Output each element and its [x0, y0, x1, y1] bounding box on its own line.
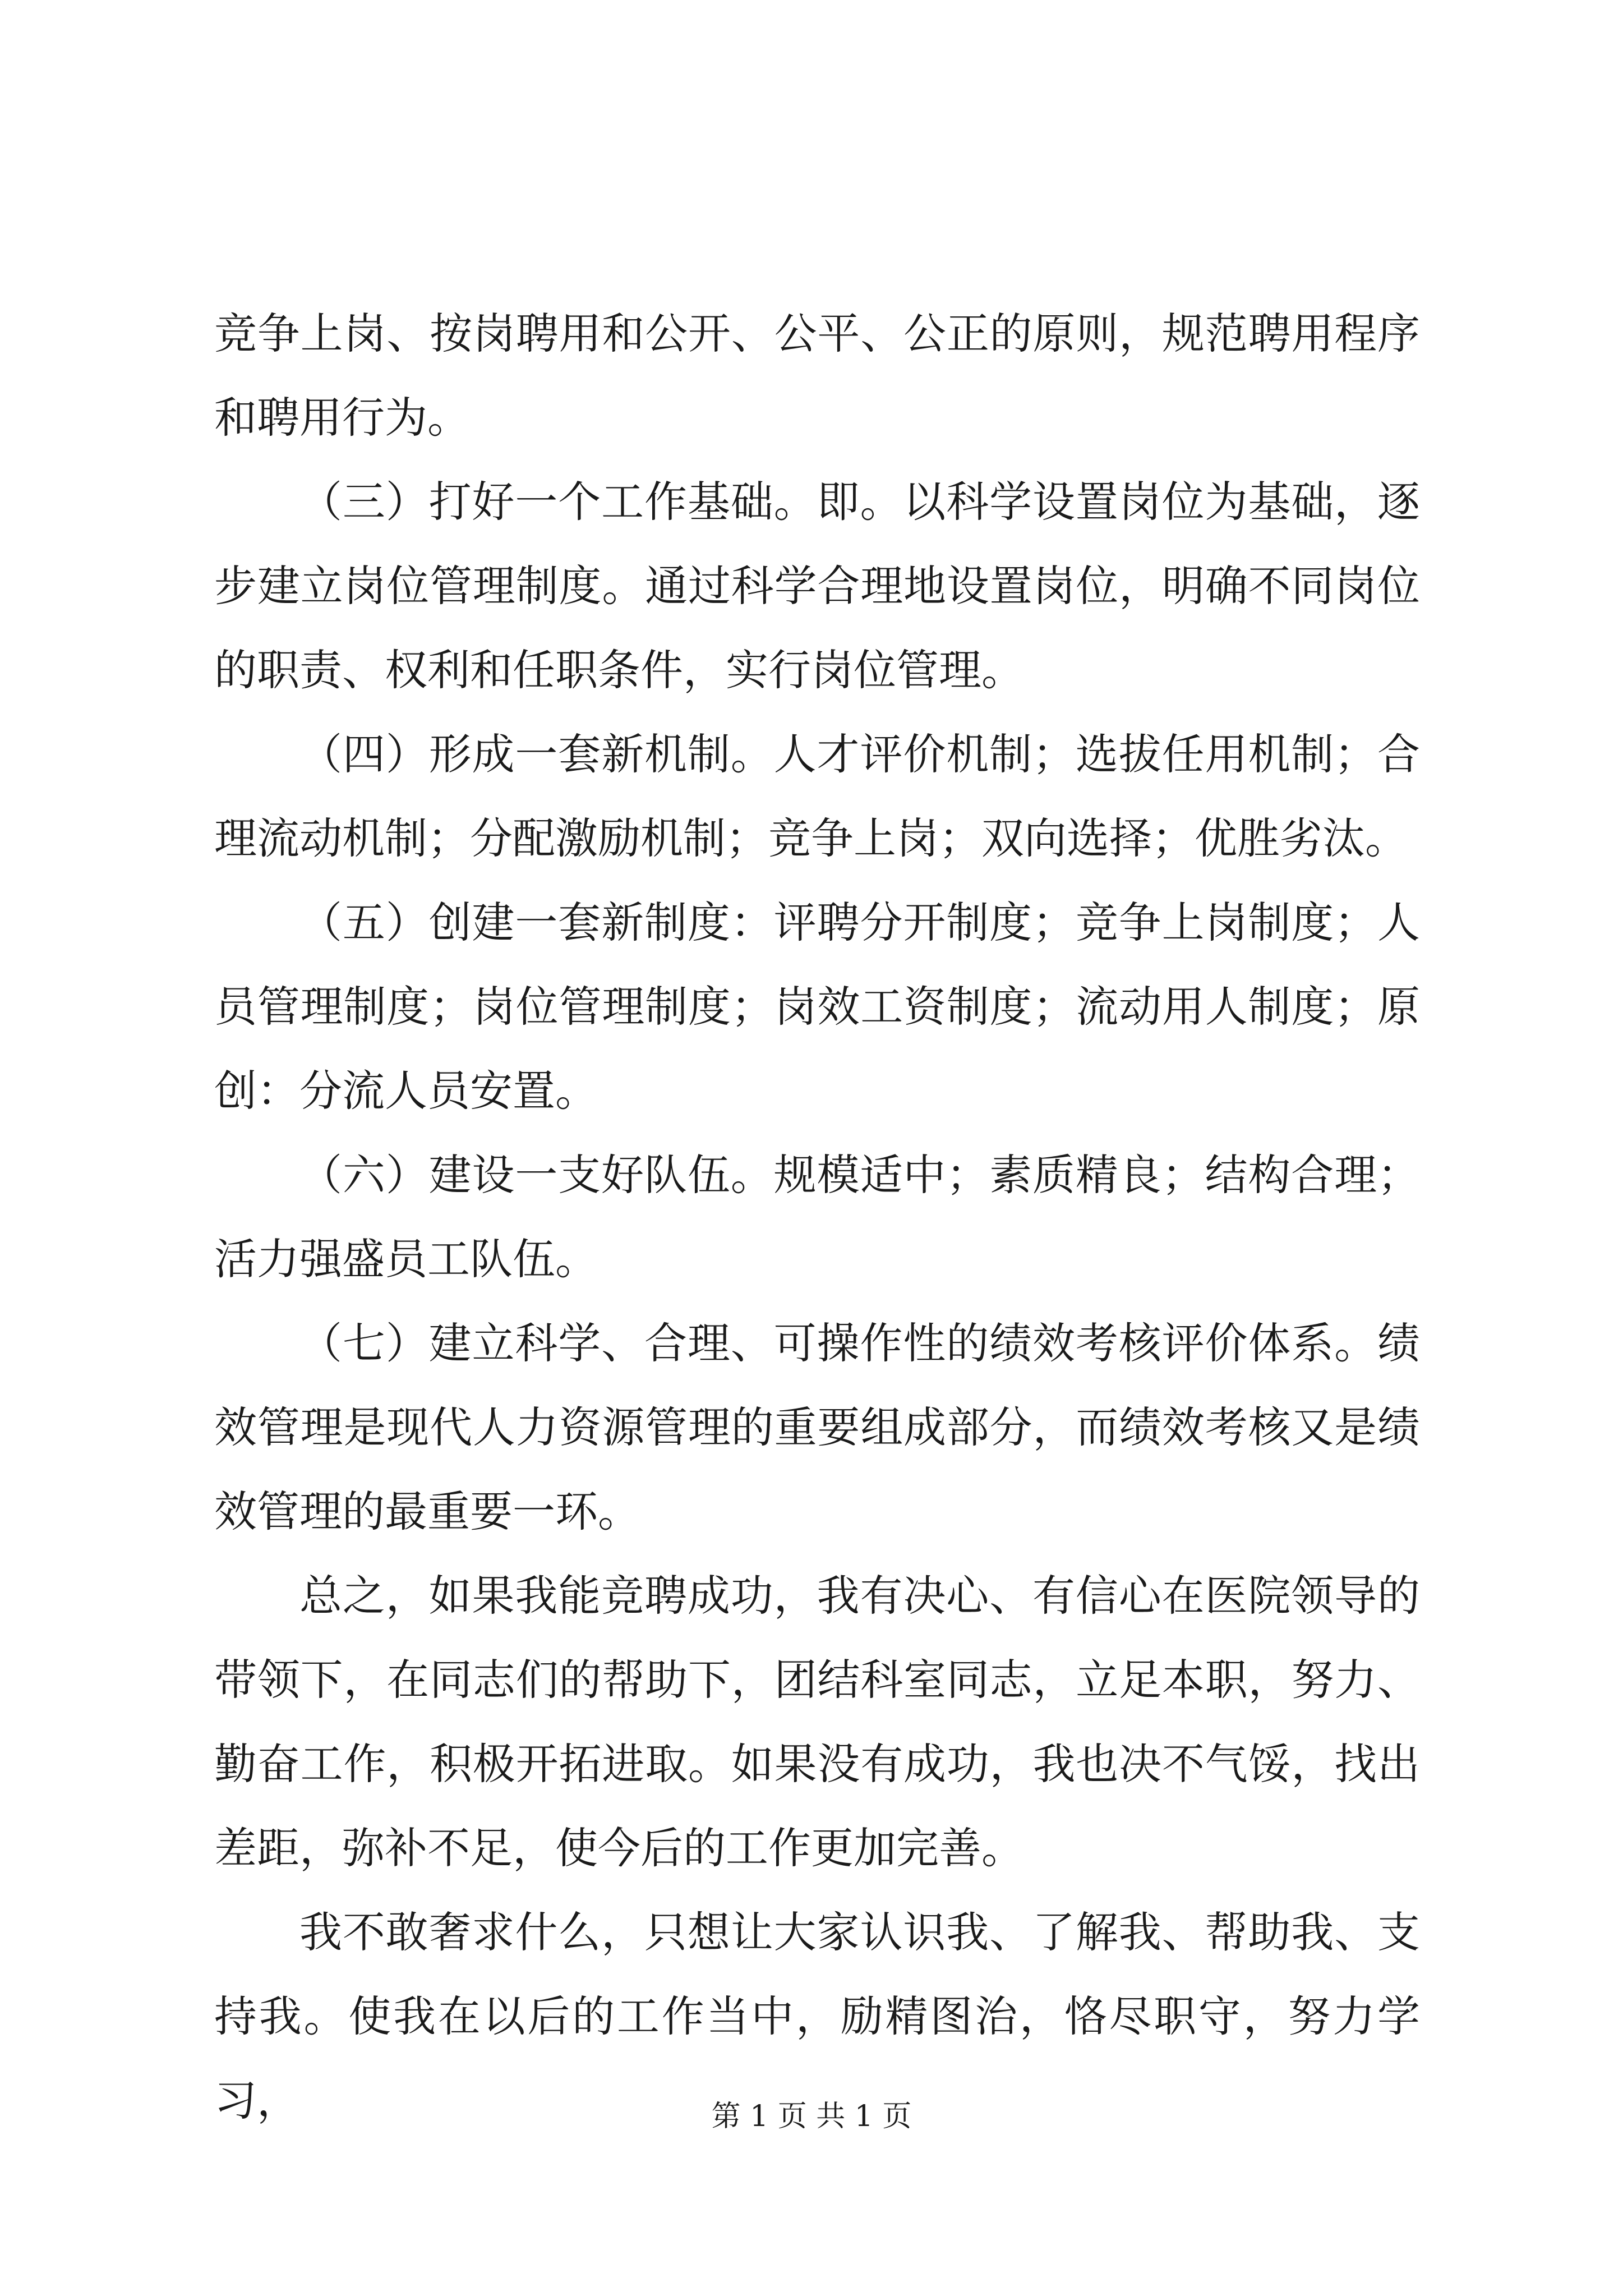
paragraph-section-3: （三）打好一个工作基础。即。以科学设置岗位为基础，逐步建立岗位管理制度。通过科学合理地设置岗位，明确不同岗位的职责、权利和任职条件，实行岗位管理。 — [214, 477, 1420, 695]
paragraph-section-4: （四）形成一套新机制。人才评价机制；选拔任用机制；合理流动机制；分配激励机制；竞争上岗；双向选择；优胜劣汰。 — [214, 729, 1420, 863]
paragraph-conclusion: 总之，如果我能竞聘成功，我有决心、有信心在医院领导的带领下，在同志们的帮助下，团结科室同志，立足本职，努力、勤奋工作，积极开拓进取。如果没有成功，我也决不气馁，找出差距，弥补不足，使今后的工作更加完善。 — [214, 1571, 1420, 1873]
paragraph-closing: 我不敢奢求什么，只想让大家认识我、了解我、帮助我、支持我。使我在以后的工作当中，励精图治，恪尽职守，努力学习， — [214, 1907, 1420, 2125]
page-number-footer: 第 1 页 共 1 页 — [711, 2100, 912, 2133]
paragraph-continuation: 竞争上岗、按岗聘用和公开、公平、公正的原则，规范聘用程序和聘用行为。 — [214, 309, 1420, 443]
document-body — [214, 292, 1420, 2143]
paragraph-section-6: （六）建设一支好队伍。规模适中；素质精良；结构合理；活力强盛员工队伍。 — [214, 1150, 1420, 1284]
paragraph-section-7: （七）建立科学、合理、可操作性的绩效考核评价体系。绩效管理是现代人力资源管理的重要组成部分，而绩效考核又是绩效管理的最重要一环。 — [214, 1318, 1420, 1536]
paragraph-section-5: （五）创建一套新制度：评聘分开制度；竞争上岗制度；人员管理制度；岗位管理制度；岗效工资制度；流动用人制度；原创：分流人员安置。 — [214, 898, 1420, 1116]
